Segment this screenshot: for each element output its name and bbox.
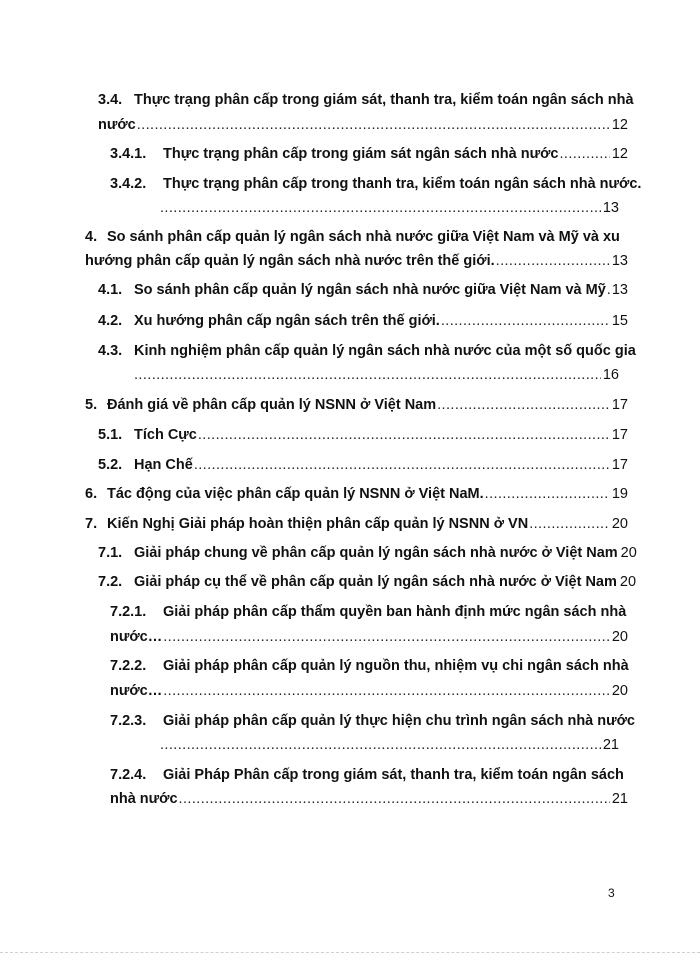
toc-page: 17 xyxy=(611,427,628,443)
toc-leader xyxy=(194,455,610,475)
toc-page: 20 xyxy=(620,545,637,561)
toc-entry-7-2[interactable] xyxy=(98,572,637,592)
toc-entry-4-3-line2[interactable] xyxy=(134,365,619,385)
toc-leader xyxy=(163,627,610,647)
toc-title: Kiến Nghị Giải pháp hoàn thiện phân cấp quản lý NSNN ở VN xyxy=(107,516,529,532)
toc-entry-7[interactable] xyxy=(85,514,628,534)
toc-entry-5[interactable] xyxy=(85,395,628,415)
toc-title: So sánh phân cấp quản lý ngân sách nhà nước giữa Việt Nam và Mỹ xyxy=(134,282,606,298)
toc-title: Giải pháp phân cấp quản lý nguồn thu, nhiệm vụ chi ngân sách nhà xyxy=(163,658,629,674)
toc-title: Thực trạng phân cấp trong thanh tra, kiểm toán ngân sách nhà nước. xyxy=(163,176,642,192)
toc-number: 7.2. xyxy=(98,574,123,590)
toc-title: Thực trạng phân cấp trong giám sát, thanh tra, kiểm toán ngân sách nhà xyxy=(134,92,634,108)
toc-number: 3.4. xyxy=(98,92,123,108)
toc-title-cont: hướng phân cấp quản lý ngân sách nhà nước trên thế giới. xyxy=(85,253,495,269)
toc-entry-3-4-2-line2[interactable] xyxy=(160,198,619,218)
toc-title: Giải pháp chung về phân cấp quản lý ngân sách nhà nước ở Việt Nam xyxy=(134,545,618,561)
toc-page: 21 xyxy=(602,737,619,753)
toc-number: 7. xyxy=(85,516,98,532)
toc-title-cont: nước… xyxy=(110,629,163,645)
toc-page: 13 xyxy=(611,253,628,269)
toc-title: Hạn Chế xyxy=(134,457,193,473)
toc-page: 13 xyxy=(602,200,619,216)
toc-leader xyxy=(441,311,610,331)
toc-entry-7-2-4-line1[interactable] xyxy=(110,765,624,785)
toc-page: 13 xyxy=(611,282,628,298)
toc-number: 3.4.1. xyxy=(110,146,147,162)
toc-leader xyxy=(160,198,601,218)
toc-leader xyxy=(529,514,610,534)
toc-title: Tích Cực xyxy=(134,427,197,443)
toc-entry-5-2[interactable] xyxy=(98,455,628,475)
toc-page: 16 xyxy=(602,367,619,383)
toc-entry-7-2-1-line1[interactable] xyxy=(110,602,626,622)
toc-page: 17 xyxy=(611,397,628,413)
toc-entry-4-line2[interactable] xyxy=(85,251,628,271)
toc-leader xyxy=(179,789,610,809)
toc-number: 5. xyxy=(85,397,98,413)
toc-entry-3-4-1[interactable] xyxy=(110,144,628,164)
toc-entry-3-4-line2[interactable] xyxy=(98,115,628,135)
toc-entry-7-2-1-line2[interactable] xyxy=(110,627,628,647)
toc-page: 20 xyxy=(611,629,628,645)
toc-entry-7-2-2-line2[interactable] xyxy=(110,681,628,701)
toc-title: Đánh giá về phân cấp quản lý NSNN ở Việt Nam xyxy=(107,397,437,413)
toc-page: 15 xyxy=(611,313,628,329)
toc-page: 17 xyxy=(611,457,628,473)
toc-title: Giải Pháp Phân cấp trong giám sát, thanh tra, kiểm toán ngân sách xyxy=(163,767,624,783)
toc-entry-4-line1[interactable] xyxy=(85,227,620,247)
toc-leader xyxy=(437,395,610,415)
toc-number: 4.3. xyxy=(98,343,123,359)
toc-entry-3-4-line1[interactable] xyxy=(98,90,634,110)
toc-page: 12 xyxy=(611,146,628,162)
toc-number: 4. xyxy=(85,229,98,245)
toc-page: 20 xyxy=(611,683,628,699)
toc-entry-7-2-3-line2[interactable] xyxy=(160,735,619,755)
toc-page: 12 xyxy=(611,117,628,133)
toc-number: 7.2.3. xyxy=(110,713,147,729)
toc-leader xyxy=(607,280,610,300)
toc-page: 21 xyxy=(611,791,628,807)
toc-leader xyxy=(163,681,610,701)
toc-leader xyxy=(134,365,601,385)
toc-entry-4-2[interactable] xyxy=(98,311,628,331)
toc-leader xyxy=(198,425,610,445)
toc-leader xyxy=(559,144,609,164)
toc-title: Giải pháp phân cấp thẩm quyền ban hành định mức ngân sách nhà xyxy=(163,604,627,620)
toc-page: 20 xyxy=(611,516,628,532)
page-bottom-border xyxy=(0,952,700,953)
page-number: 3 xyxy=(608,886,615,900)
toc-title-cont: nhà nước xyxy=(110,791,178,807)
toc-leader xyxy=(485,484,610,504)
toc-entry-4-3-line1[interactable] xyxy=(98,341,636,361)
toc-number: 3.4.2. xyxy=(110,176,147,192)
toc-entry-6[interactable] xyxy=(85,484,628,504)
toc-title-cont: nước… xyxy=(110,683,163,699)
toc-number: 7.2.1. xyxy=(110,604,147,620)
toc-number: 7.2.4. xyxy=(110,767,147,783)
toc-entry-4-1[interactable] xyxy=(98,280,628,300)
toc-entry-5-1[interactable] xyxy=(98,425,628,445)
toc-title: Xu hướng phân cấp ngân sách trên thế giới. xyxy=(134,313,440,329)
toc-page: 20 xyxy=(619,574,637,590)
toc-entry-7-1[interactable] xyxy=(98,543,637,563)
toc-title: Giải pháp cụ thể về phân cấp quản lý ngân sách nhà nước ở Việt Nam xyxy=(134,574,617,590)
toc-number: 7.1. xyxy=(98,545,123,561)
toc-number: 5.2. xyxy=(98,457,123,473)
toc-leader xyxy=(160,735,601,755)
toc-number: 5.1. xyxy=(98,427,123,443)
toc-page: 19 xyxy=(611,486,628,502)
toc-title: Giải pháp phân cấp quản lý thực hiện chu trình ngân sách nhà nước xyxy=(163,713,636,729)
toc-entry-3-4-2-line1[interactable] xyxy=(110,174,641,194)
toc-number: 7.2.2. xyxy=(110,658,147,674)
toc-title: Thực trạng phân cấp trong giám sát ngân sách nhà nước xyxy=(163,146,559,162)
toc-title: So sánh phân cấp quản lý ngân sách nhà nước giữa Việt Nam và Mỹ và xu xyxy=(107,229,620,245)
toc-entry-7-2-4-line2[interactable] xyxy=(110,789,628,809)
toc-number: 6. xyxy=(85,486,98,502)
toc-title-cont: nước xyxy=(98,117,136,133)
toc-number: 4.1. xyxy=(98,282,123,298)
toc-leader xyxy=(496,251,610,271)
toc-entry-7-2-3-line1[interactable] xyxy=(110,711,635,731)
toc-leader xyxy=(137,115,610,135)
toc-number: 4.2. xyxy=(98,313,123,329)
toc-title: Tác động của việc phân cấp quản lý NSNN ở Việt NaM. xyxy=(107,486,484,502)
toc-title: Kinh nghiệm phân cấp quản lý ngân sách nhà nước của một số quốc gia xyxy=(134,343,636,359)
toc-entry-7-2-2-line1[interactable] xyxy=(110,656,629,676)
